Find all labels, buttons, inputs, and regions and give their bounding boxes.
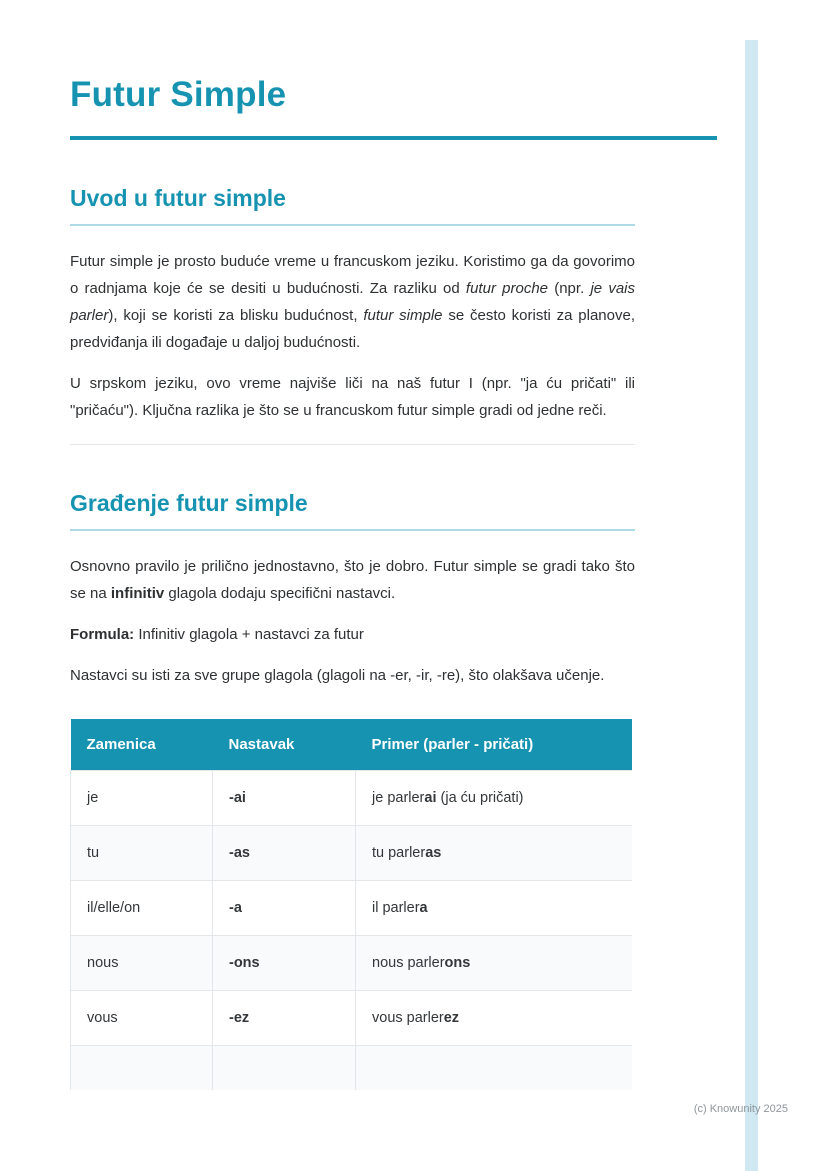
page-title: Futur Simple (70, 75, 287, 114)
title-divider (70, 136, 717, 140)
cell-pronoun: je (71, 771, 213, 826)
text-segment: nous parler (372, 955, 445, 971)
footer-credit: (c) Knowunity 2025 (693, 1103, 788, 1115)
text-segment: glagola dodaju specifični nastavci. (164, 585, 396, 602)
cell-example (356, 881, 633, 936)
text-segment-italic: futur proche (465, 280, 549, 297)
text-segment: il parler (372, 900, 420, 916)
text-segment-italic: je vais parler (70, 280, 635, 324)
section-building (70, 489, 635, 1090)
text-segment-bold: ai (424, 790, 437, 806)
section-underline (70, 529, 635, 531)
text-segment-bold: as (425, 845, 442, 861)
section-intro (70, 184, 635, 424)
table-row (71, 826, 633, 881)
table-row (71, 771, 633, 826)
cell-ending: -ez (213, 991, 356, 1046)
text-segment-bold: ez (443, 1010, 460, 1026)
table-row (71, 936, 633, 991)
table-header-zamenica: Zamenica (71, 719, 213, 771)
text-segment: ), koji se koristi za blisku budućnost, (108, 307, 364, 324)
text-segment-bold: infinitiv (110, 585, 165, 602)
cell-ending: -ons (213, 936, 356, 991)
section-heading-building: Građenje futur simple (70, 490, 308, 516)
building-paragraph-3: Nastavci su isti za sve grupe glagola (glagoli na -er, -ir, -re), što olakšava učenje. (70, 667, 605, 684)
text-segment-bold: ons (444, 955, 471, 971)
cell-ending: -a (213, 881, 356, 936)
table-row (71, 881, 633, 936)
table-row-partial (71, 1046, 633, 1091)
building-paragraph-1 (70, 553, 635, 607)
text-segment: Futur simple je prosto buduće vreme u francuskom jeziku. Koristimo ga da govorimo o radnjama koje će se desiti u budućnosti. Za razliku od (70, 253, 635, 297)
cell-pronoun: il/elle/on (71, 881, 213, 936)
table-header-nastavak: Nastavak (213, 719, 356, 771)
text-segment: se često koristi za planove, predviđanja ili događaje u daljoj budućnosti. (70, 307, 636, 351)
text-segment: Infinitiv glagola + nastavci za futur (134, 626, 364, 643)
cell-pronoun: nous (71, 936, 213, 991)
intro-paragraph-2: U srpskom jeziku, ovo vreme najviše liči na naš futur I (npr. "ja ću pričati" ili "pričaću"). Ključna razlika je što se u francuskom futur simple gradi od jedne reči. (70, 375, 635, 419)
cell-example (356, 826, 633, 881)
cell-ending: -as (213, 826, 356, 881)
section-heading-intro: Uvod u futur simple (70, 185, 286, 211)
text-segment-italic: futur simple (363, 307, 443, 324)
cell-example (356, 1046, 633, 1091)
building-paragraph-formula (70, 621, 635, 648)
cell-ending (213, 1046, 356, 1091)
conjugation-table-wrap (70, 689, 632, 1090)
text-segment: je parler (372, 790, 425, 806)
text-segment: Osnovno pravilo je prilično jednostavno, što je dobro. Futur simple se gradi tako što se na (70, 558, 635, 602)
text-segment-bold: Formula: (70, 626, 135, 643)
cell-example (356, 771, 633, 826)
table-header-row (71, 719, 633, 771)
cell-example (356, 936, 633, 991)
text-segment: (ja ću pričati) (436, 790, 524, 806)
text-segment: tu parler (372, 845, 426, 861)
intro-paragraph-1 (70, 248, 635, 356)
cell-pronoun: vous (71, 991, 213, 1046)
section-underline (70, 224, 635, 226)
document-content (70, 0, 635, 1090)
cell-example (356, 991, 633, 1046)
cell-pronoun: tu (71, 826, 213, 881)
text-segment: vous parler (372, 1010, 444, 1026)
text-segment: (npr. (548, 280, 591, 297)
conjugation-table (70, 719, 632, 1090)
cell-ending: -ai (213, 771, 356, 826)
section-divider (70, 444, 635, 445)
table-header-primer: Primer (parler - pričati) (356, 719, 633, 771)
right-accent-stripe (745, 40, 758, 1171)
cell-pronoun (71, 1046, 213, 1091)
table-row (71, 991, 633, 1046)
text-segment-bold: a (419, 900, 428, 916)
